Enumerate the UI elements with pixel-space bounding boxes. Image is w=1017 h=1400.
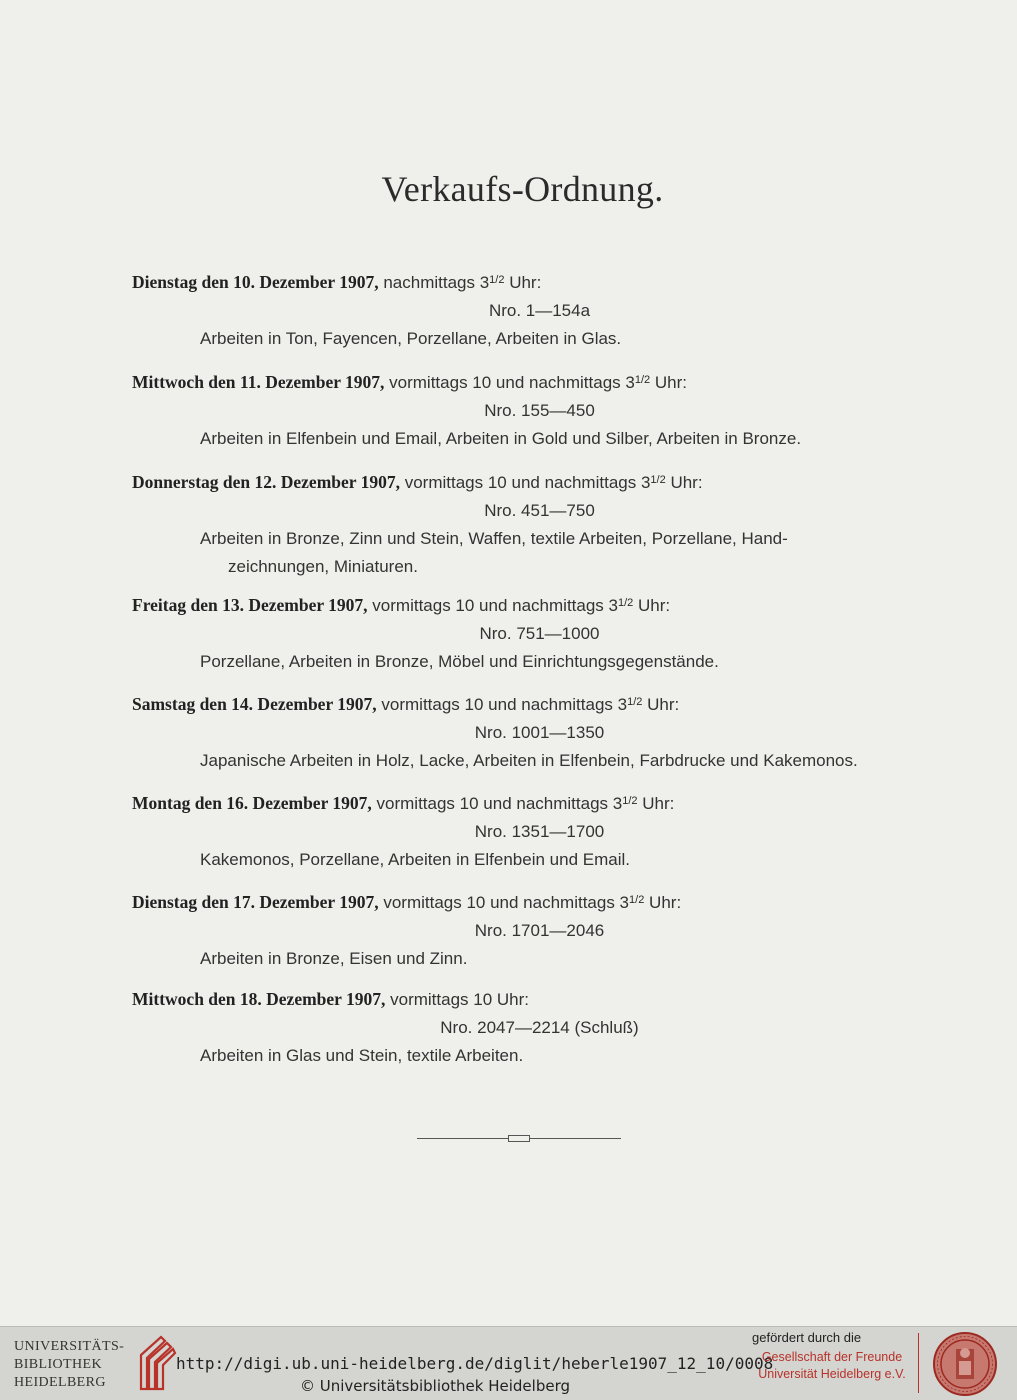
entry-heading [132,688,922,719]
entry-items [132,525,922,581]
entry-time-suffix: Uhr: [638,596,671,615]
entry-time: vormittags 10 Uhr: [390,990,529,1009]
entry-time: vormittags 10 und nachmittags 3 [381,695,628,714]
footer-bar [0,1326,1017,1400]
entry-time: vormittags 10 und nachmittags 3 [389,373,635,392]
entry-time-fraction: 1/2 [627,696,643,708]
lot-range: Nro. 751—1000 [479,624,600,643]
lot-range: Nro. 1701—2046 [474,921,605,940]
item-line: Japanische Arbeiten in Holz, Lacke, Arbeiten in Elfenbein, Farbdrucke und Kakemonos. [200,751,858,770]
lot-range: Nro. 1351—1700 [474,822,605,841]
schedule-entry [132,787,922,874]
entry-heading [132,787,922,818]
item-line: Kakemonos, Porzellane, Arbeiten in Elfenbein und Email. [200,850,630,869]
entry-time-suffix: Uhr: [642,794,675,813]
library-logo-icon [135,1331,179,1395]
entry-time-fraction: 1/2 [617,597,634,609]
entry-time-suffix: Uhr: [649,893,682,912]
lot-range: Nro. 155—450 [484,401,595,420]
item-line: Arbeiten in Elfenbein und Email, Arbeiten in Gold und Silber, Arbeiten in Bronze. [200,429,802,448]
university-seal-icon [932,1331,998,1397]
schedule-entry [132,688,922,775]
item-line: zeichnungen, Miniaturen. [228,557,418,576]
entry-time: vormittags 10 und nachmittags 3 [376,794,623,813]
entry-heading [132,886,922,917]
ornamental-divider [417,1137,621,1141]
entry-date: Freitag den 13. Dezember 1907, [132,595,368,615]
entry-time: nachmittags 3 [383,273,490,292]
schedule-entry [132,886,922,973]
entry-heading [132,366,922,397]
entry-items [132,1042,922,1070]
entry-time-fraction: 1/2 [622,795,638,807]
entry-time-suffix: Uhr: [647,695,680,714]
item-line: Porzellane, Arbeiten in Bronze, Möbel und Einrichtungsgegenstände. [200,652,719,671]
sponsor-label: gefördert durch die [752,1330,862,1345]
copyright-text: © Universitätsbibliothek Heidelberg [300,1377,571,1395]
entry-time-suffix: Uhr: [654,373,687,392]
entry-date: Mittwoch den 18. Dezember 1907, [132,989,386,1009]
entry-items [132,648,922,676]
entry-date: Mittwoch den 11. Dezember 1907, [132,372,385,392]
lot-range: Nro. 1—154a [488,301,591,320]
entry-time: vormittags 10 und nachmittags 3 [383,893,630,912]
entry-items [132,425,922,453]
lot-range: Nro. 2047—2214 (Schluß) [440,1018,639,1037]
entry-date: Samstag den 14. Dezember 1907, [132,694,377,714]
library-name: UNIVERSITÄTS- BIBLIOTHEK HEIDELBERG [14,1339,125,1390]
entry-date: Dienstag den 10. Dezember 1907, [132,272,379,292]
entry-time-fraction: 1/2 [629,894,645,906]
entry-date: Montag den 16. Dezember 1907, [132,793,372,813]
footer-divider [918,1333,919,1393]
entry-time-fraction: 1/2 [650,474,666,486]
item-line: Arbeiten in Ton, Fayencen, Porzellane, Arbeiten in Glas. [200,329,622,348]
schedule-entry [132,589,922,676]
entry-time-fraction: 1/2 [634,374,651,386]
entry-time-suffix: Uhr: [509,273,542,292]
entry-time-suffix: Uhr: [670,473,703,492]
lot-range: Nro. 451—750 [484,501,595,520]
entry-heading [132,266,922,297]
permalink-url[interactable]: http://digi.ub.uni-heidelberg.de/diglit/heberle1907_12_10/0008 [176,1354,774,1373]
entry-time-fraction: 1/2 [489,274,505,286]
entry-heading [132,985,922,1014]
page-title: Verkaufs-Ordnung. [381,169,664,209]
sponsor-name: Gesellschaft der Freunde Universität Heidelberg e.V. [758,1350,906,1381]
entry-date: Donnerstag den 12. Dezember 1907, [132,472,400,492]
entry-time: vormittags 10 und nachmittags 3 [372,596,618,615]
entry-heading [132,589,922,620]
lot-range: Nro. 1001—1350 [474,723,605,742]
item-line: Arbeiten in Bronze, Zinn und Stein, Waffen, textile Arbeiten, Porzellane, Hand- [200,529,788,548]
entry-items [132,325,922,353]
schedule-entry [132,466,922,581]
entry-heading [132,466,922,497]
entry-items [132,945,922,973]
entry-items [132,846,922,874]
entry-time: vormittags 10 und nachmittags 3 [404,473,651,492]
entry-date: Dienstag den 17. Dezember 1907, [132,892,379,912]
entry-items [132,747,922,775]
item-line: Arbeiten in Glas und Stein, textile Arbeiten. [200,1046,524,1065]
schedule-entry [132,366,922,453]
item-line: Arbeiten in Bronze, Eisen und Zinn. [200,949,468,968]
schedule-entry [132,266,922,353]
schedule-entry [132,985,922,1070]
